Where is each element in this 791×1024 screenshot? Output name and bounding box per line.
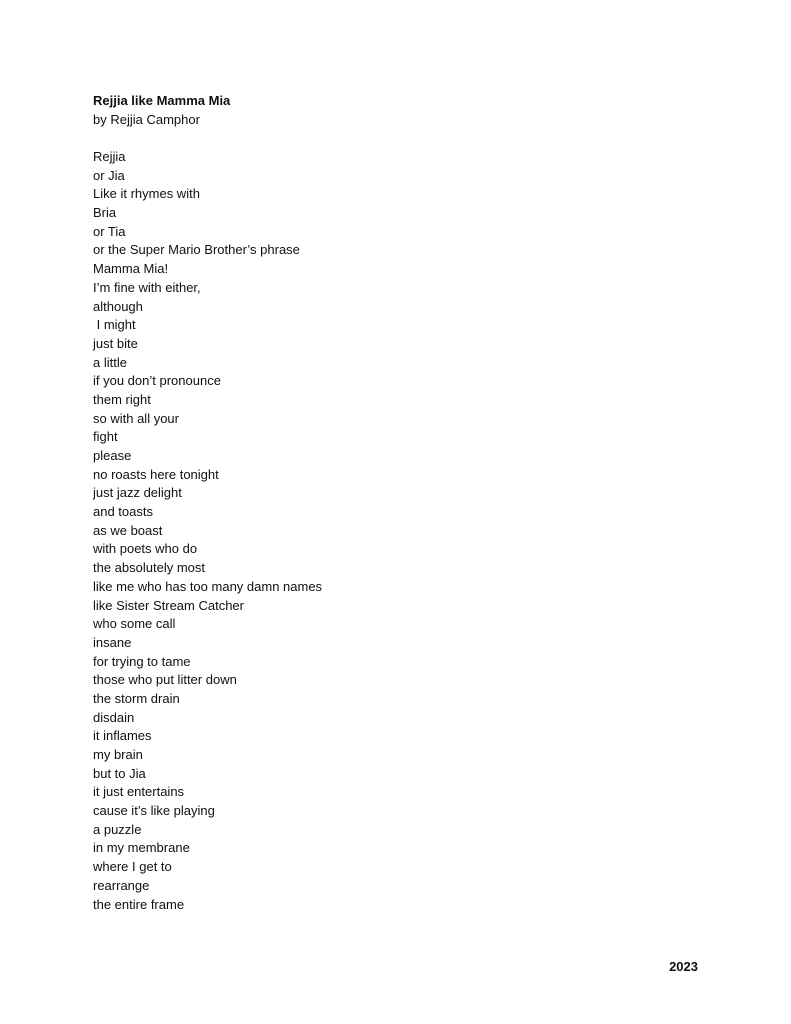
poem-line: disdain — [93, 709, 135, 725]
poem-line: cause it’s like playing — [93, 803, 215, 819]
poem-line: just jazz delight — [93, 485, 182, 501]
poem-line: although — [93, 298, 143, 314]
poem-line: the storm drain — [93, 690, 180, 706]
poem-line: it inflames — [93, 728, 152, 744]
poem-line: them right — [93, 391, 151, 407]
poem-line: or the Super Mario Brother’s phrase — [93, 242, 300, 258]
poem-byline: by Rejjia Camphor — [93, 112, 200, 127]
poem-line: if you don’t pronounce — [93, 373, 221, 389]
poem-line: insane — [93, 634, 132, 650]
poem-line: I’m fine with either, — [93, 279, 201, 295]
poem-line: no roasts here tonight — [93, 466, 219, 482]
page-year: 2023 — [669, 959, 698, 974]
poem-line: a puzzle — [93, 821, 142, 837]
poem-line: it just entertains — [93, 784, 185, 800]
poem-line: like me who has too many damn names — [93, 578, 323, 594]
poem-line: for trying to tame — [93, 653, 191, 669]
poem-line: Bria — [93, 205, 117, 221]
poem-line: those who put litter down — [93, 672, 237, 688]
poem-line: or Tia — [93, 223, 126, 239]
poem-line: Rejjia — [93, 149, 126, 164]
poem-line: who some call — [93, 616, 176, 632]
poem-line: please — [93, 448, 132, 463]
poem-line: with poets who do — [93, 541, 198, 557]
poem-title: Rejjia like Mamma Mia — [93, 93, 231, 108]
poem-line: I might — [93, 317, 136, 333]
poem-line: the absolutely most — [93, 560, 206, 576]
poem-line: where I get to — [93, 859, 172, 875]
poem-line: fight — [93, 429, 118, 445]
poem-line: and toasts — [93, 504, 153, 520]
poem-line: my brain — [93, 747, 143, 762]
poem-line: a little — [93, 354, 127, 370]
poem-line: as we boast — [93, 522, 163, 538]
poem-line: just bite — [93, 335, 138, 351]
poem-line: the entire frame — [93, 896, 185, 912]
poem-line: Like it rhymes with — [93, 186, 200, 202]
poem-line: Mamma Mia! — [93, 261, 169, 277]
poem-line: like Sister Stream Catcher — [93, 597, 244, 613]
poem-line: or Jia — [93, 167, 125, 183]
poem-line: rearrange — [93, 877, 150, 893]
poem-body — [93, 148, 322, 914]
poem-line: but to Jia — [93, 765, 146, 781]
poem-line: in my membrane — [93, 840, 190, 856]
poem-line: so with all your — [93, 410, 179, 426]
